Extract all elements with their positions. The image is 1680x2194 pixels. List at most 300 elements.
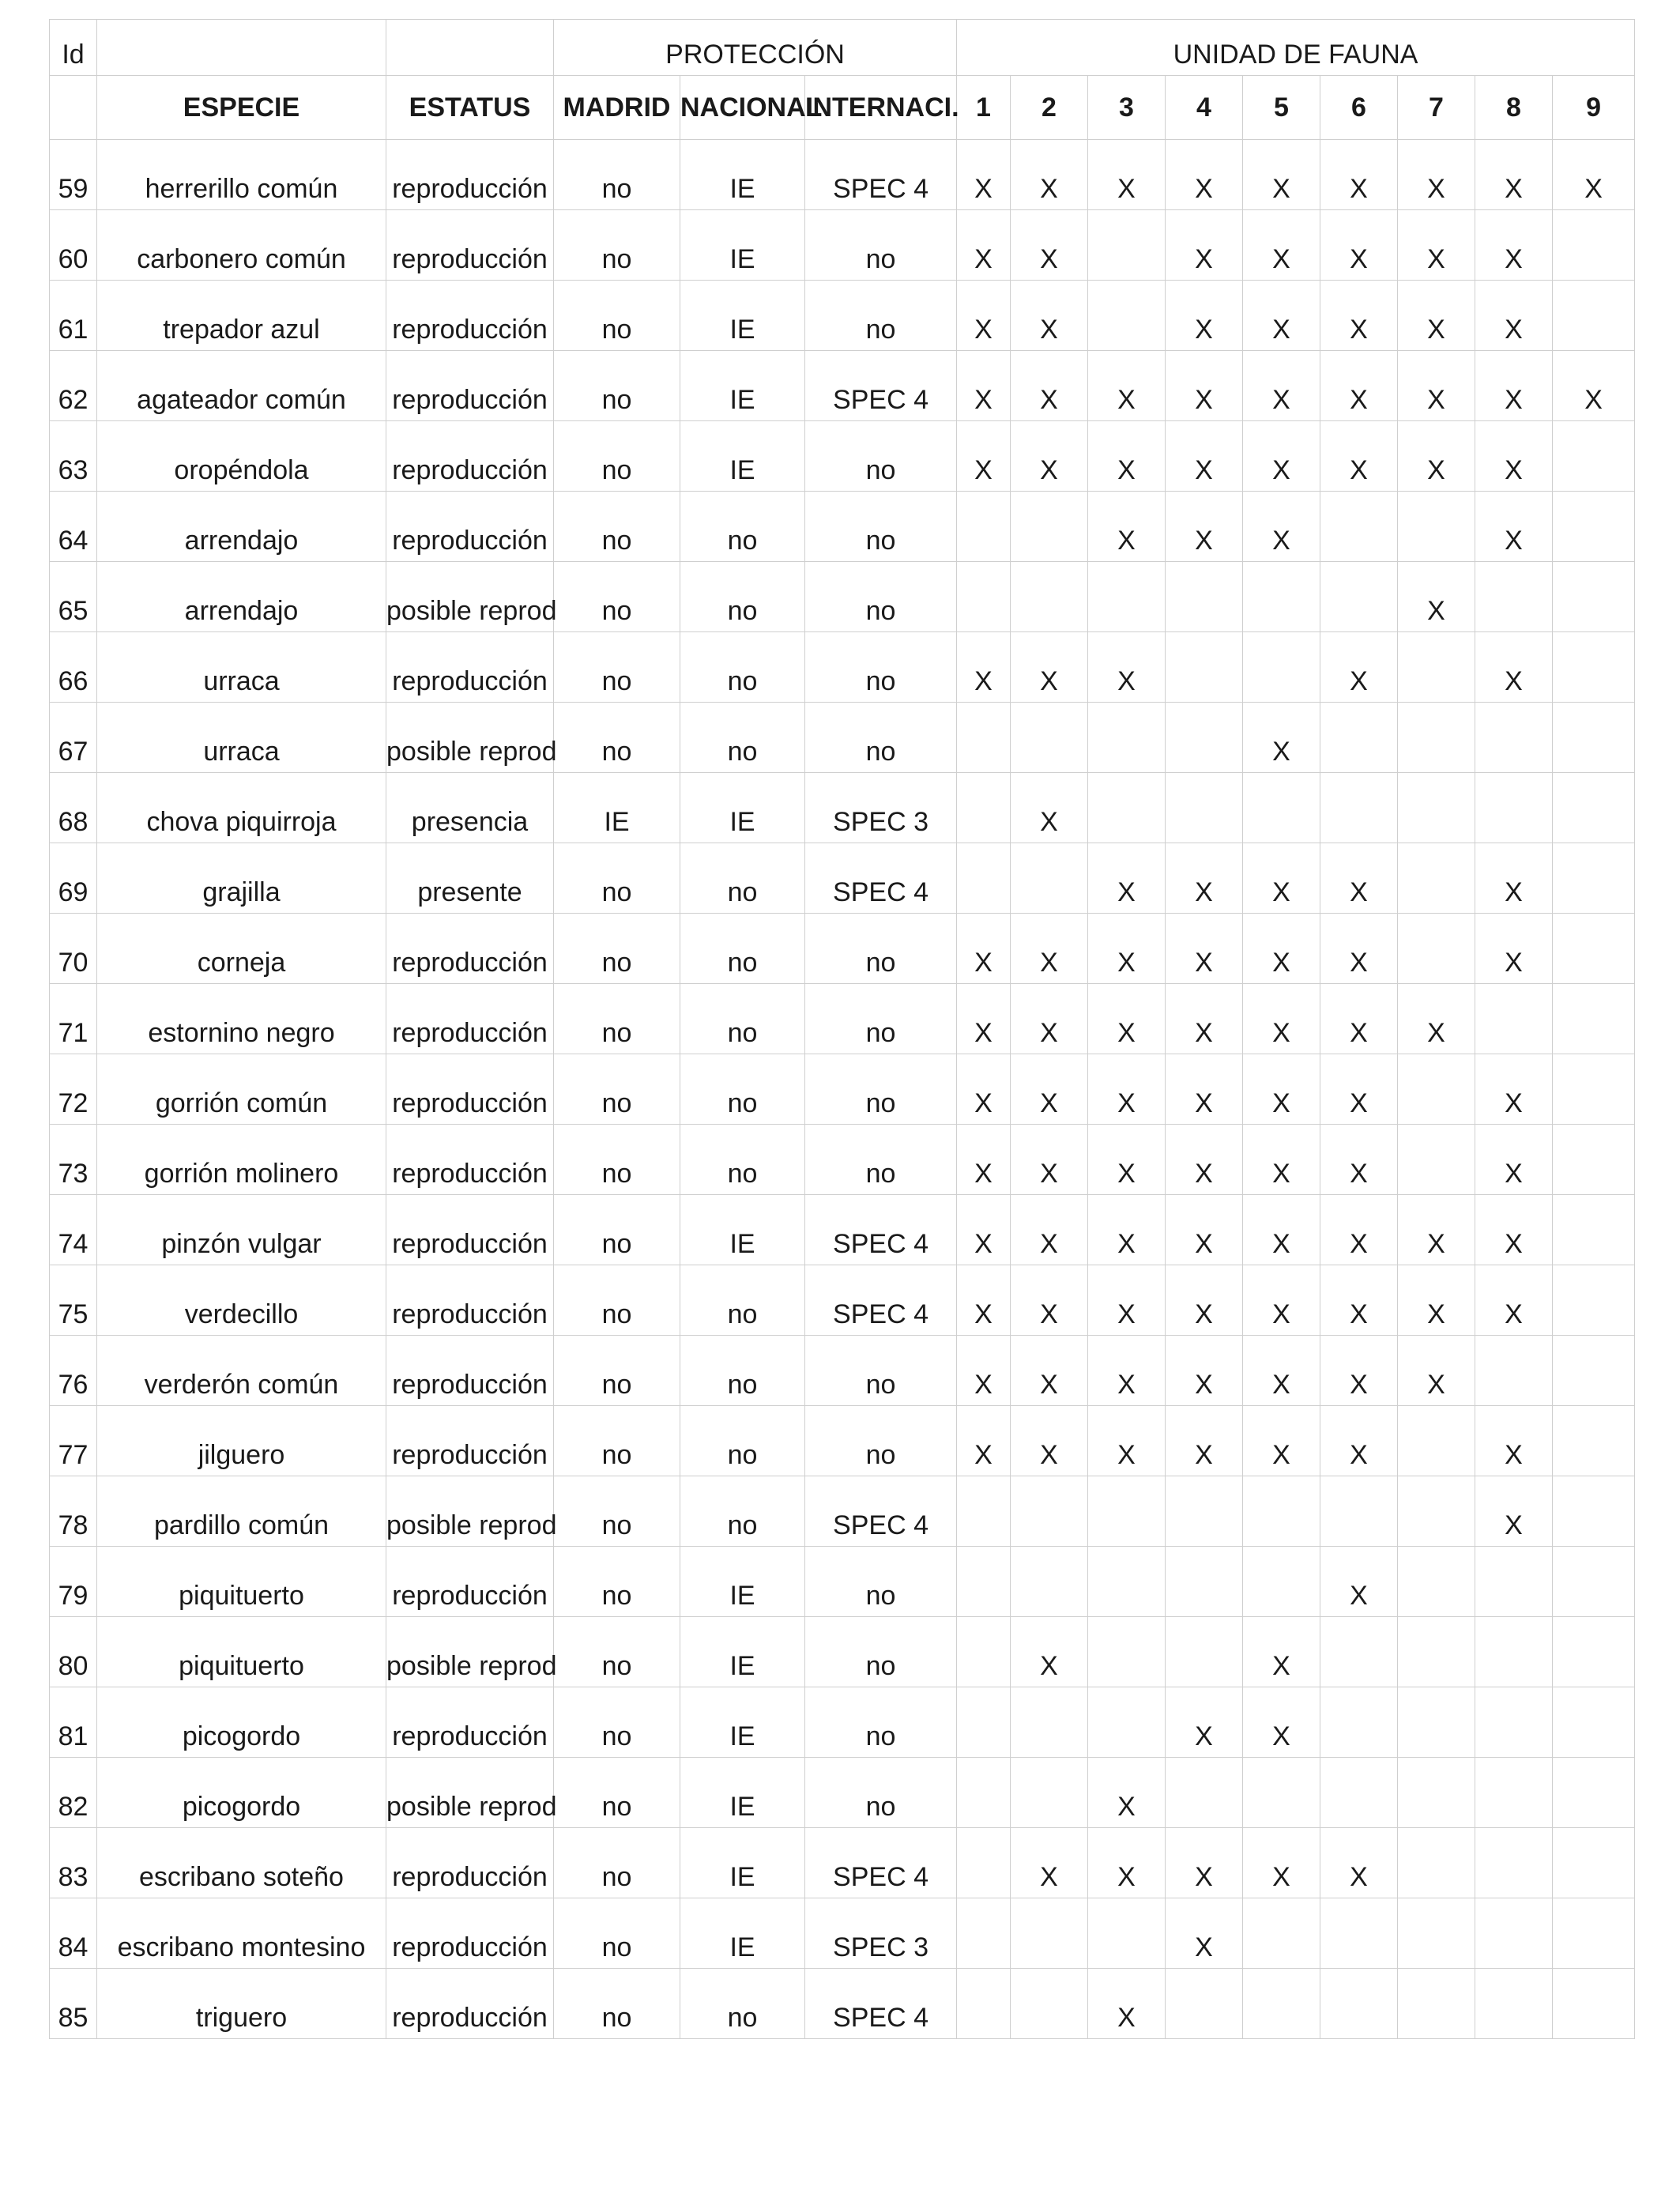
cell-unit-7: [1398, 1758, 1475, 1828]
cell-unit-2: [1011, 492, 1088, 562]
header-proteccion: PROTECCIÓN: [554, 20, 957, 76]
cell-unit-7: X: [1398, 421, 1475, 492]
cell-unit-5: X: [1243, 1687, 1320, 1758]
cell-especie: trepador azul: [97, 281, 386, 351]
cell-estatus: reproducción: [386, 1125, 554, 1195]
cell-especie: piquituerto: [97, 1547, 386, 1617]
cell-unit-3: X: [1088, 984, 1166, 1054]
cell-unit-3: [1088, 773, 1166, 843]
cell-estatus: reproducción: [386, 210, 554, 281]
cell-unit-1: X: [957, 140, 1011, 210]
cell-madrid: IE: [554, 773, 680, 843]
cell-unit-1: [957, 1898, 1011, 1969]
cell-unit-7: [1398, 1054, 1475, 1125]
cell-unit-8: X: [1475, 1054, 1553, 1125]
cell-unit-5: X: [1243, 1195, 1320, 1265]
cell-nacional: IE: [680, 1898, 805, 1969]
cell-unit-1: [957, 562, 1011, 632]
cell-id: 75: [50, 1265, 97, 1336]
header-unit-1: 1: [957, 76, 1011, 140]
cell-unit-1: X: [957, 421, 1011, 492]
cell-unit-1: [957, 1687, 1011, 1758]
cell-unit-6: X: [1320, 1265, 1398, 1336]
cell-internacional: SPEC 4: [805, 1265, 957, 1336]
cell-unit-4: X: [1166, 492, 1243, 562]
cell-unit-3: X: [1088, 1336, 1166, 1406]
table-row: [50, 1547, 1635, 1617]
cell-id: 72: [50, 1054, 97, 1125]
cell-unit-8: [1475, 1828, 1553, 1898]
table-row: [50, 1687, 1635, 1758]
cell-madrid: no: [554, 1969, 680, 2039]
cell-estatus: posible reprod: [386, 703, 554, 773]
cell-unit-2: X: [1011, 1617, 1088, 1687]
cell-especie: gorrión molinero: [97, 1125, 386, 1195]
cell-unit-1: X: [957, 914, 1011, 984]
cell-unit-2: [1011, 703, 1088, 773]
cell-unit-5: X: [1243, 1617, 1320, 1687]
cell-especie: picogordo: [97, 1758, 386, 1828]
cell-unit-5: [1243, 1969, 1320, 2039]
cell-nacional: no: [680, 1054, 805, 1125]
cell-nacional: IE: [680, 1617, 805, 1687]
cell-unit-6: [1320, 1617, 1398, 1687]
cell-nacional: IE: [680, 1547, 805, 1617]
table-row: [50, 1969, 1635, 2039]
table-row: [50, 1476, 1635, 1547]
header-blank: [386, 20, 554, 76]
cell-unit-5: [1243, 1758, 1320, 1828]
table-row: [50, 1054, 1635, 1125]
cell-estatus: presente: [386, 843, 554, 914]
cell-unit-7: [1398, 492, 1475, 562]
cell-unit-7: X: [1398, 984, 1475, 1054]
cell-especie: gorrión común: [97, 1054, 386, 1125]
cell-especie: escribano soteño: [97, 1828, 386, 1898]
cell-unit-9: [1553, 632, 1635, 703]
cell-especie: chova piquirroja: [97, 773, 386, 843]
cell-unit-3: X: [1088, 1758, 1166, 1828]
cell-madrid: no: [554, 1687, 680, 1758]
cell-unit-8: [1475, 1617, 1553, 1687]
cell-unit-1: X: [957, 1406, 1011, 1476]
cell-id: 67: [50, 703, 97, 773]
table-row: [50, 562, 1635, 632]
cell-unit-6: X: [1320, 140, 1398, 210]
cell-id: 73: [50, 1125, 97, 1195]
cell-unit-1: X: [957, 281, 1011, 351]
cell-unit-4: X: [1166, 1125, 1243, 1195]
cell-id: 76: [50, 1336, 97, 1406]
cell-unit-2: [1011, 1898, 1088, 1969]
cell-unit-8: [1475, 773, 1553, 843]
cell-unit-3: X: [1088, 1054, 1166, 1125]
cell-madrid: no: [554, 1476, 680, 1547]
cell-unit-1: X: [957, 1195, 1011, 1265]
cell-unit-2: X: [1011, 281, 1088, 351]
cell-unit-7: [1398, 1406, 1475, 1476]
cell-nacional: IE: [680, 281, 805, 351]
cell-nacional: no: [680, 492, 805, 562]
cell-unit-8: X: [1475, 140, 1553, 210]
cell-unit-6: [1320, 703, 1398, 773]
cell-estatus: reproducción: [386, 1336, 554, 1406]
cell-unit-7: X: [1398, 562, 1475, 632]
cell-unit-4: [1166, 773, 1243, 843]
cell-id: 71: [50, 984, 97, 1054]
cell-unit-2: [1011, 1476, 1088, 1547]
cell-internacional: no: [805, 492, 957, 562]
cell-madrid: no: [554, 1547, 680, 1617]
cell-unit-7: X: [1398, 1336, 1475, 1406]
cell-nacional: IE: [680, 773, 805, 843]
cell-unit-4: X: [1166, 421, 1243, 492]
cell-unit-1: [957, 492, 1011, 562]
cell-estatus: reproducción: [386, 1265, 554, 1336]
cell-unit-5: [1243, 632, 1320, 703]
cell-unit-9: [1553, 1898, 1635, 1969]
cell-unit-3: X: [1088, 914, 1166, 984]
header-unit-3: 3: [1088, 76, 1166, 140]
cell-id: 61: [50, 281, 97, 351]
table-row: [50, 1265, 1635, 1336]
cell-unit-6: X: [1320, 632, 1398, 703]
cell-internacional: no: [805, 914, 957, 984]
cell-madrid: no: [554, 843, 680, 914]
cell-unit-5: X: [1243, 492, 1320, 562]
cell-unit-1: X: [957, 351, 1011, 421]
cell-unit-2: X: [1011, 1054, 1088, 1125]
cell-estatus: reproducción: [386, 1195, 554, 1265]
cell-id: 82: [50, 1758, 97, 1828]
cell-unit-8: X: [1475, 914, 1553, 984]
cell-unit-9: [1553, 281, 1635, 351]
header-unit-5: 5: [1243, 76, 1320, 140]
cell-especie: escribano montesino: [97, 1898, 386, 1969]
cell-madrid: no: [554, 1054, 680, 1125]
cell-unit-8: X: [1475, 351, 1553, 421]
cell-unit-3: [1088, 1547, 1166, 1617]
cell-unit-3: X: [1088, 1406, 1166, 1476]
header-unit-4: 4: [1166, 76, 1243, 140]
cell-estatus: posible reprod: [386, 562, 554, 632]
cell-unit-7: [1398, 1476, 1475, 1547]
cell-internacional: no: [805, 703, 957, 773]
cell-unit-2: X: [1011, 140, 1088, 210]
cell-unit-8: X: [1475, 1406, 1553, 1476]
cell-unit-1: X: [957, 1265, 1011, 1336]
cell-unit-5: X: [1243, 351, 1320, 421]
cell-unit-2: X: [1011, 210, 1088, 281]
cell-internacional: no: [805, 1758, 957, 1828]
cell-unit-9: [1553, 1687, 1635, 1758]
cell-especie: picogordo: [97, 1687, 386, 1758]
cell-unit-6: X: [1320, 1547, 1398, 1617]
cell-unit-7: [1398, 632, 1475, 703]
cell-unit-1: [957, 1969, 1011, 2039]
cell-unit-1: X: [957, 984, 1011, 1054]
header-row-groups: [50, 20, 1635, 76]
cell-unit-6: X: [1320, 1054, 1398, 1125]
cell-unit-4: [1166, 703, 1243, 773]
cell-unit-9: [1553, 1054, 1635, 1125]
cell-unit-5: [1243, 773, 1320, 843]
cell-nacional: no: [680, 914, 805, 984]
cell-especie: agateador común: [97, 351, 386, 421]
cell-internacional: no: [805, 984, 957, 1054]
cell-madrid: no: [554, 1898, 680, 1969]
cell-unit-8: X: [1475, 843, 1553, 914]
cell-especie: carbonero común: [97, 210, 386, 281]
cell-unit-3: X: [1088, 1969, 1166, 2039]
cell-unit-7: [1398, 1828, 1475, 1898]
cell-nacional: IE: [680, 210, 805, 281]
cell-unit-4: X: [1166, 1406, 1243, 1476]
cell-unit-3: [1088, 1687, 1166, 1758]
table-row: [50, 1617, 1635, 1687]
cell-id: 66: [50, 632, 97, 703]
cell-madrid: no: [554, 632, 680, 703]
cell-unit-6: [1320, 1758, 1398, 1828]
cell-id: 78: [50, 1476, 97, 1547]
cell-nacional: no: [680, 843, 805, 914]
cell-especie: triguero: [97, 1969, 386, 2039]
cell-unit-8: [1475, 703, 1553, 773]
cell-internacional: SPEC 3: [805, 773, 957, 843]
cell-unit-3: [1088, 210, 1166, 281]
header-nacional: NACIONAL: [680, 76, 805, 140]
cell-unit-4: [1166, 1758, 1243, 1828]
cell-unit-2: [1011, 1547, 1088, 1617]
cell-madrid: no: [554, 421, 680, 492]
cell-especie: piquituerto: [97, 1617, 386, 1687]
cell-especie: arrendajo: [97, 562, 386, 632]
cell-nacional: no: [680, 632, 805, 703]
cell-unit-2: X: [1011, 632, 1088, 703]
cell-unit-1: [957, 1547, 1011, 1617]
cell-nacional: no: [680, 1265, 805, 1336]
cell-madrid: no: [554, 140, 680, 210]
cell-internacional: no: [805, 1406, 957, 1476]
table-body: [50, 140, 1635, 2039]
cell-unit-5: [1243, 1476, 1320, 1547]
cell-id: 70: [50, 914, 97, 984]
cell-unit-7: [1398, 773, 1475, 843]
cell-nacional: IE: [680, 140, 805, 210]
cell-unit-7: X: [1398, 351, 1475, 421]
cell-estatus: reproducción: [386, 140, 554, 210]
cell-unit-5: X: [1243, 1125, 1320, 1195]
cell-internacional: no: [805, 1687, 957, 1758]
cell-unit-8: [1475, 1969, 1553, 2039]
cell-unit-2: [1011, 1758, 1088, 1828]
cell-unit-4: X: [1166, 1898, 1243, 1969]
cell-unit-6: [1320, 492, 1398, 562]
cell-madrid: no: [554, 281, 680, 351]
cell-internacional: SPEC 4: [805, 351, 957, 421]
cell-unit-3: X: [1088, 421, 1166, 492]
cell-unit-5: X: [1243, 1265, 1320, 1336]
cell-unit-9: [1553, 1406, 1635, 1476]
cell-unit-9: [1553, 773, 1635, 843]
cell-unit-3: [1088, 703, 1166, 773]
cell-internacional: SPEC 4: [805, 1476, 957, 1547]
cell-internacional: no: [805, 281, 957, 351]
cell-unit-9: [1553, 1476, 1635, 1547]
cell-unit-6: X: [1320, 281, 1398, 351]
cell-especie: arrendajo: [97, 492, 386, 562]
cell-id: 69: [50, 843, 97, 914]
cell-unit-4: X: [1166, 1687, 1243, 1758]
cell-unit-1: X: [957, 632, 1011, 703]
cell-estatus: reproducción: [386, 632, 554, 703]
table-row: [50, 1828, 1635, 1898]
cell-unit-4: X: [1166, 984, 1243, 1054]
cell-unit-4: X: [1166, 140, 1243, 210]
cell-unit-8: [1475, 1336, 1553, 1406]
cell-unit-3: X: [1088, 843, 1166, 914]
cell-id: 81: [50, 1687, 97, 1758]
cell-unit-3: [1088, 562, 1166, 632]
cell-unit-1: [957, 703, 1011, 773]
cell-estatus: reproducción: [386, 421, 554, 492]
cell-nacional: IE: [680, 1758, 805, 1828]
table-row: [50, 703, 1635, 773]
cell-unit-9: [1553, 1265, 1635, 1336]
cell-unit-7: [1398, 1687, 1475, 1758]
cell-estatus: reproducción: [386, 1828, 554, 1898]
table-row: [50, 632, 1635, 703]
cell-unit-1: X: [957, 1125, 1011, 1195]
cell-madrid: no: [554, 703, 680, 773]
cell-madrid: no: [554, 1617, 680, 1687]
cell-nacional: IE: [680, 1828, 805, 1898]
cell-internacional: no: [805, 210, 957, 281]
cell-id: 79: [50, 1547, 97, 1617]
cell-unit-1: [957, 1828, 1011, 1898]
cell-estatus: reproducción: [386, 1547, 554, 1617]
cell-unit-4: X: [1166, 1195, 1243, 1265]
cell-especie: verdecillo: [97, 1265, 386, 1336]
cell-unit-1: X: [957, 1336, 1011, 1406]
cell-id: 65: [50, 562, 97, 632]
cell-internacional: no: [805, 1547, 957, 1617]
cell-especie: pinzón vulgar: [97, 1195, 386, 1265]
cell-unit-1: X: [957, 1054, 1011, 1125]
cell-madrid: no: [554, 562, 680, 632]
cell-unit-4: X: [1166, 210, 1243, 281]
cell-unit-5: X: [1243, 281, 1320, 351]
cell-unit-6: X: [1320, 1336, 1398, 1406]
cell-estatus: reproducción: [386, 1687, 554, 1758]
cell-unit-6: [1320, 1476, 1398, 1547]
cell-unit-9: [1553, 210, 1635, 281]
cell-id: 85: [50, 1969, 97, 2039]
cell-internacional: SPEC 4: [805, 1969, 957, 2039]
cell-unit-2: X: [1011, 1125, 1088, 1195]
cell-especie: urraca: [97, 632, 386, 703]
cell-internacional: no: [805, 421, 957, 492]
cell-nacional: no: [680, 1125, 805, 1195]
cell-estatus: reproducción: [386, 984, 554, 1054]
cell-unit-9: [1553, 1547, 1635, 1617]
cell-unit-9: [1553, 1125, 1635, 1195]
cell-unit-4: X: [1166, 281, 1243, 351]
cell-estatus: reproducción: [386, 1054, 554, 1125]
cell-unit-8: X: [1475, 1265, 1553, 1336]
cell-especie: corneja: [97, 914, 386, 984]
cell-unit-9: [1553, 1969, 1635, 2039]
cell-unit-1: [957, 1617, 1011, 1687]
cell-especie: jilguero: [97, 1406, 386, 1476]
cell-unit-6: X: [1320, 351, 1398, 421]
cell-unit-2: X: [1011, 773, 1088, 843]
cell-unit-4: X: [1166, 351, 1243, 421]
cell-madrid: no: [554, 984, 680, 1054]
cell-madrid: no: [554, 1195, 680, 1265]
cell-unit-5: X: [1243, 1406, 1320, 1476]
header-especie: ESPECIE: [97, 76, 386, 140]
cell-unit-5: X: [1243, 421, 1320, 492]
table-row: [50, 1195, 1635, 1265]
cell-unit-6: X: [1320, 843, 1398, 914]
header-unit-7: 7: [1398, 76, 1475, 140]
cell-unit-5: X: [1243, 210, 1320, 281]
cell-unit-2: X: [1011, 1406, 1088, 1476]
cell-estatus: presencia: [386, 773, 554, 843]
cell-unit-6: X: [1320, 1195, 1398, 1265]
cell-unit-5: [1243, 1898, 1320, 1969]
cell-unit-1: [957, 843, 1011, 914]
cell-especie: pardillo común: [97, 1476, 386, 1547]
header-unit-8: 8: [1475, 76, 1553, 140]
cell-madrid: no: [554, 210, 680, 281]
cell-unit-2: X: [1011, 984, 1088, 1054]
cell-internacional: no: [805, 1336, 957, 1406]
cell-nacional: no: [680, 1476, 805, 1547]
cell-unit-2: X: [1011, 421, 1088, 492]
header-id: Id: [50, 20, 97, 76]
cell-internacional: no: [805, 562, 957, 632]
cell-internacional: no: [805, 1054, 957, 1125]
cell-unit-7: [1398, 703, 1475, 773]
table-row: [50, 1898, 1635, 1969]
cell-unit-3: [1088, 281, 1166, 351]
cell-unit-3: [1088, 1617, 1166, 1687]
cell-unit-3: X: [1088, 492, 1166, 562]
table-row: [50, 281, 1635, 351]
cell-unit-6: [1320, 1687, 1398, 1758]
cell-nacional: no: [680, 562, 805, 632]
cell-unit-4: X: [1166, 843, 1243, 914]
cell-unit-1: X: [957, 210, 1011, 281]
cell-madrid: no: [554, 1336, 680, 1406]
cell-estatus: reproducción: [386, 1969, 554, 2039]
cell-nacional: IE: [680, 351, 805, 421]
cell-unit-6: X: [1320, 914, 1398, 984]
cell-especie: verderón común: [97, 1336, 386, 1406]
cell-estatus: reproducción: [386, 1898, 554, 1969]
cell-unit-3: X: [1088, 1265, 1166, 1336]
cell-unit-7: X: [1398, 140, 1475, 210]
cell-id: 74: [50, 1195, 97, 1265]
cell-especie: estornino negro: [97, 984, 386, 1054]
cell-nacional: IE: [680, 421, 805, 492]
table-row: [50, 1125, 1635, 1195]
cell-especie: herrerillo común: [97, 140, 386, 210]
cell-unit-4: [1166, 1969, 1243, 2039]
table-row: [50, 1758, 1635, 1828]
